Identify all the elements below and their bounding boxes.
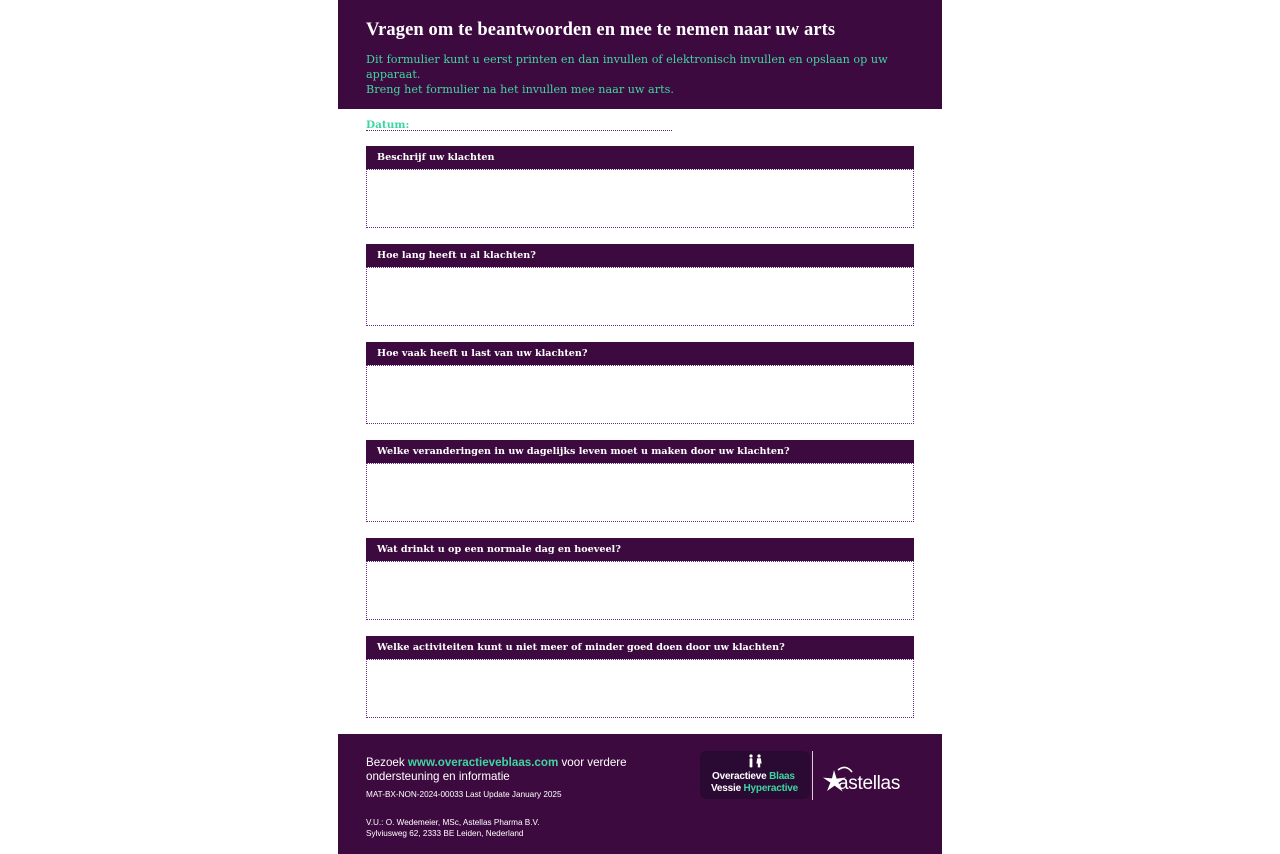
overactieve-blaas-logo bbox=[700, 751, 810, 799]
question-label: Wat drinkt u op een normale dag en hoeveel? bbox=[366, 538, 914, 561]
answer-field[interactable] bbox=[366, 267, 914, 326]
logo-line-1-white: Overactieve bbox=[712, 771, 770, 782]
logo-line-1 bbox=[712, 771, 795, 782]
logo-line-2 bbox=[711, 783, 798, 794]
material-code: MAT-BX-NON-2024-00033 Last Update January 2025 bbox=[366, 790, 562, 799]
website-link[interactable]: www.overactieveblaas.com bbox=[407, 756, 559, 769]
astellas-wordmark: astellas bbox=[838, 773, 901, 794]
date-label: Datum: bbox=[366, 119, 410, 131]
logo-line-2-accent: Hyperactive bbox=[743, 783, 799, 794]
date-field[interactable] bbox=[366, 115, 672, 131]
astellas-logo bbox=[822, 766, 918, 800]
intro-text bbox=[366, 52, 926, 97]
intro-line-1: Dit formulier kunt u eerst printen en dan invullen of elektronisch invullen en opslaan op uw apparaat. bbox=[366, 53, 888, 81]
footer bbox=[338, 734, 942, 854]
question-label: Hoe lang heeft u al klachten? bbox=[366, 244, 914, 267]
people-icon bbox=[746, 754, 764, 768]
responsible-publisher bbox=[366, 818, 540, 839]
question-label: Hoe vaak heeft u last van uw klachten? bbox=[366, 342, 914, 365]
answer-field[interactable] bbox=[366, 365, 914, 424]
page-title: Vragen om te beantwoorden en mee te nemen naar uw arts bbox=[366, 20, 836, 40]
question-block bbox=[366, 538, 914, 620]
visit-prefix: Bezoek bbox=[366, 756, 408, 769]
question-block bbox=[366, 244, 914, 326]
logo-line-1-accent: Blaas bbox=[769, 771, 795, 782]
form-page bbox=[338, 0, 942, 854]
question-block bbox=[366, 636, 914, 718]
question-label: Welke activiteiten kunt u niet meer of minder goed doen door uw klachten? bbox=[366, 636, 914, 659]
visit-text bbox=[366, 756, 646, 783]
logo-line-2-white: Vessie bbox=[711, 783, 744, 794]
visit-suffix: voor verdere ondersteuning en informatie bbox=[366, 756, 627, 783]
logo-divider bbox=[812, 751, 813, 800]
question-block bbox=[366, 440, 914, 522]
answer-field[interactable] bbox=[366, 169, 914, 228]
question-block bbox=[366, 342, 914, 424]
answer-field[interactable] bbox=[366, 659, 914, 718]
answer-field[interactable] bbox=[366, 463, 914, 522]
header-banner bbox=[338, 0, 942, 109]
question-block bbox=[366, 146, 914, 228]
intro-line-2: Breng het formulier na het invullen mee naar uw arts. bbox=[366, 83, 674, 96]
answer-field[interactable] bbox=[366, 561, 914, 620]
vu-line-1: V.U.: O. Wedemeier, MSc, Astellas Pharma B.V. bbox=[366, 818, 540, 827]
question-label: Beschrijf uw klachten bbox=[366, 146, 914, 169]
vu-line-2: Sylviusweg 62, 2333 BE Leiden, Nederland bbox=[366, 828, 524, 838]
question-label: Welke veranderingen in uw dagelijks leven moet u maken door uw klachten? bbox=[366, 440, 914, 463]
